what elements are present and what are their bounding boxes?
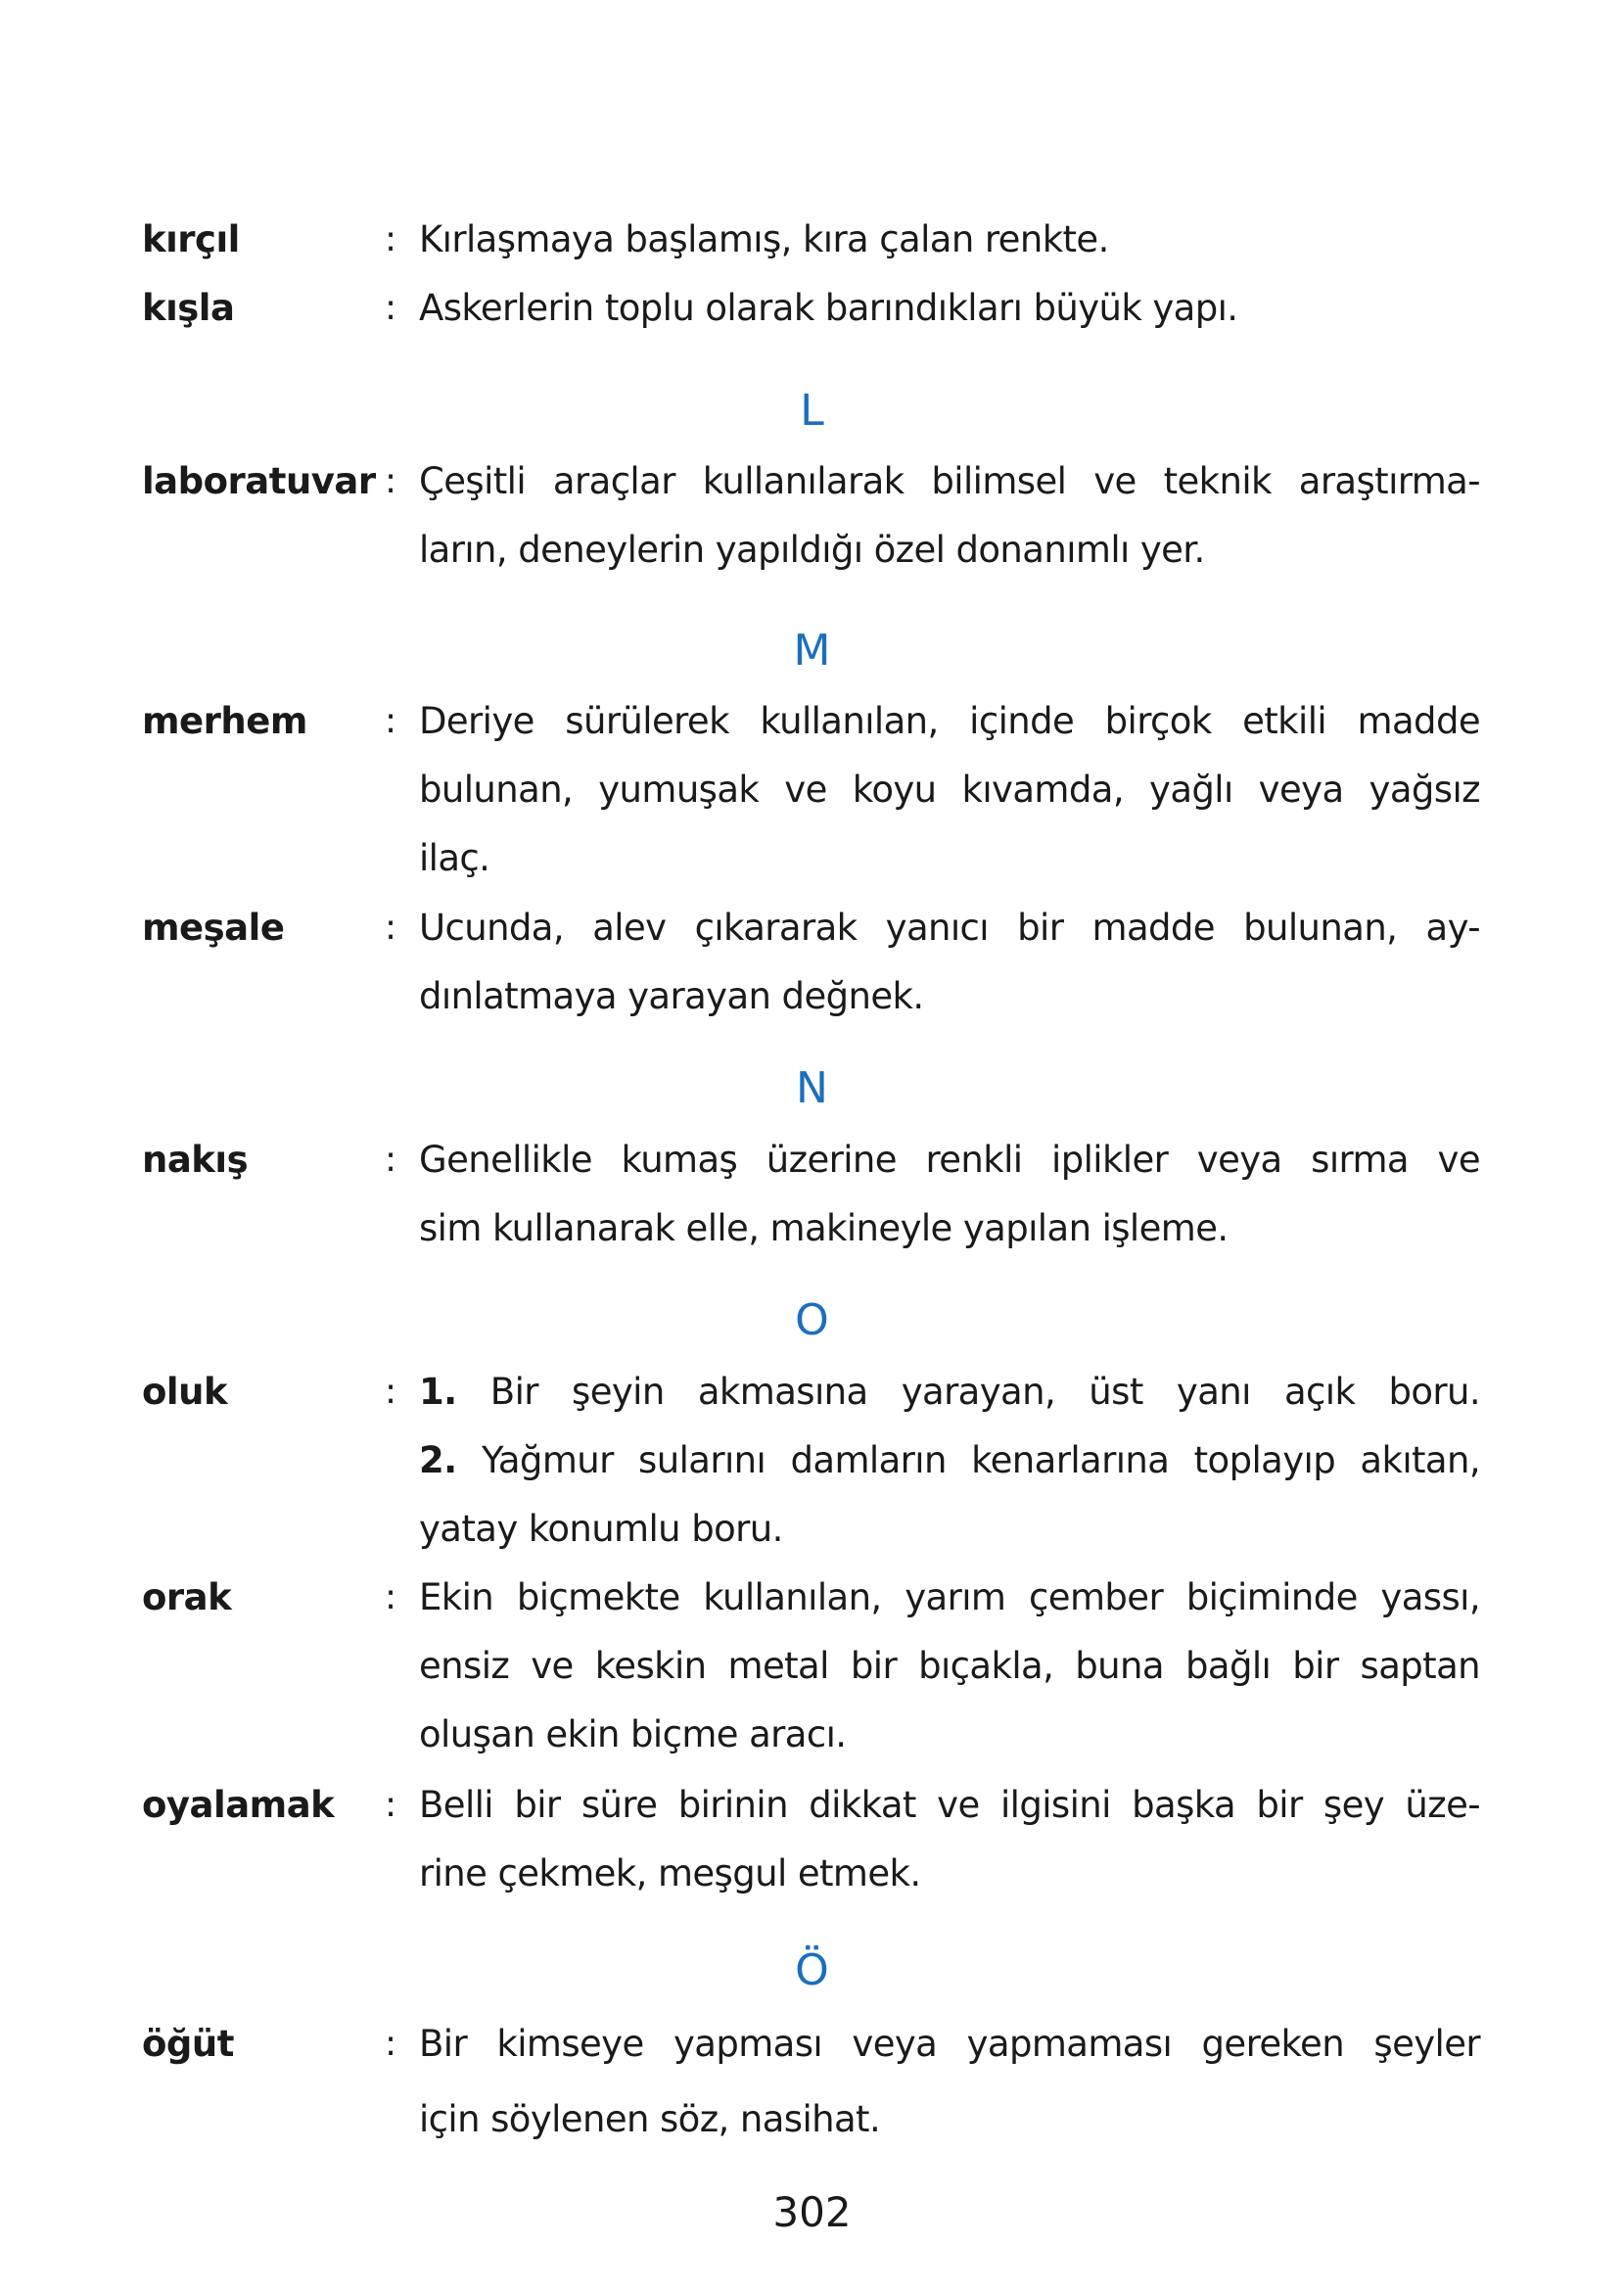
definition-line: ensiz ve keskin metal bir bıçakla, buna bağlı bir saptan xyxy=(419,1645,1480,1687)
colon: : xyxy=(385,1372,397,1412)
term: kışla xyxy=(142,287,235,329)
section-letter-n: N xyxy=(796,1063,828,1113)
definition-line: bulunan, yumuşak ve koyu kıvamda, yağlı veya yağsız xyxy=(419,769,1480,811)
definition xyxy=(419,894,1480,1031)
definition xyxy=(419,206,1480,274)
definition xyxy=(419,274,1480,343)
definition-line: Bir kimseye yapması veya yapmaması gereken şeyler xyxy=(419,2023,1480,2065)
section-letter-l: L xyxy=(800,386,824,436)
definition-line: Askerlerin toplu olarak barındıkları büyük yapı. xyxy=(419,287,1238,329)
colon: : xyxy=(385,2024,397,2064)
term: merhem xyxy=(142,700,307,742)
definition xyxy=(419,447,1480,584)
section-letter-m: M xyxy=(793,626,831,676)
section-letter-oe: Ö xyxy=(795,1945,829,1995)
definition xyxy=(419,2010,1480,2161)
page-number: 302 xyxy=(772,2188,852,2236)
definition-line: Ekin biçmekte kullanılan, yarım çember biçiminde yassı, xyxy=(419,1576,1480,1618)
colon: : xyxy=(385,1785,397,1825)
definition-line xyxy=(419,1358,1480,1426)
section-letter-o: O xyxy=(795,1295,829,1345)
definition xyxy=(419,1771,1480,1908)
term: orak xyxy=(142,1576,232,1618)
sense-number: 2. xyxy=(419,1439,457,1481)
definition-line: için söylenen söz, nasihat. xyxy=(419,2098,881,2140)
definition-line: Belli bir süre birinin dikkat ve ilgisini başka bir şey üze- xyxy=(419,1784,1480,1826)
definition xyxy=(419,1564,1480,1769)
colon: : xyxy=(385,908,397,948)
definition-line: Deriye sürülerek kullanılan, içinde birçok etkili madde xyxy=(419,700,1480,742)
sense-text: Yağmur sularını damların kenarlarına toplayıp akıtan, xyxy=(481,1439,1480,1481)
sense-number: 1. xyxy=(419,1371,457,1413)
definition-line: Çeşitli araçlar kullanılarak bilimsel ve teknik araştırma- xyxy=(419,460,1480,502)
definition xyxy=(419,687,1480,893)
term: kırçıl xyxy=(142,218,240,260)
colon: : xyxy=(385,1140,397,1180)
sense-text: Bir şeyin akmasına yarayan, üst yanı açık boru. xyxy=(489,1371,1480,1413)
term: oluk xyxy=(142,1371,228,1413)
definition-line: Ucunda, alev çıkararak yanıcı bir madde bulunan, ay- xyxy=(419,907,1480,949)
term: meşale xyxy=(142,907,285,949)
definition-line: Genellikle kumaş üzerine renkli iplikler veya sırma ve xyxy=(419,1139,1480,1181)
definition-line: dınlatmaya yarayan değnek. xyxy=(419,975,924,1017)
term: nakış xyxy=(142,1139,249,1181)
term: laboratuvar xyxy=(142,460,376,502)
colon: : xyxy=(385,219,397,259)
definition-line: ilaç. xyxy=(419,837,490,879)
colon: : xyxy=(385,1577,397,1617)
term: oyalamak xyxy=(142,1784,335,1826)
colon: : xyxy=(385,701,397,741)
term: öğüt xyxy=(142,2023,234,2065)
definition-line: ların, deneylerin yapıldığı özel donanımlı yer. xyxy=(419,529,1205,571)
colon: : xyxy=(385,461,397,501)
definition xyxy=(419,1126,1480,1263)
definition-line: Kırlaşmaya başlamış, kıra çalan renkte. xyxy=(419,218,1109,260)
definition xyxy=(419,1358,1480,1564)
definition-line: rine çekmek, meşgul etmek. xyxy=(419,1852,921,1894)
colon: : xyxy=(385,288,397,328)
definition-line: sim kullanarak elle, makineyle yapılan işleme. xyxy=(419,1207,1229,1249)
definition-line: oluşan ekin biçme aracı. xyxy=(419,1713,847,1755)
definition-line xyxy=(419,1426,1480,1495)
definition-line: yatay konumlu boru. xyxy=(419,1508,783,1550)
